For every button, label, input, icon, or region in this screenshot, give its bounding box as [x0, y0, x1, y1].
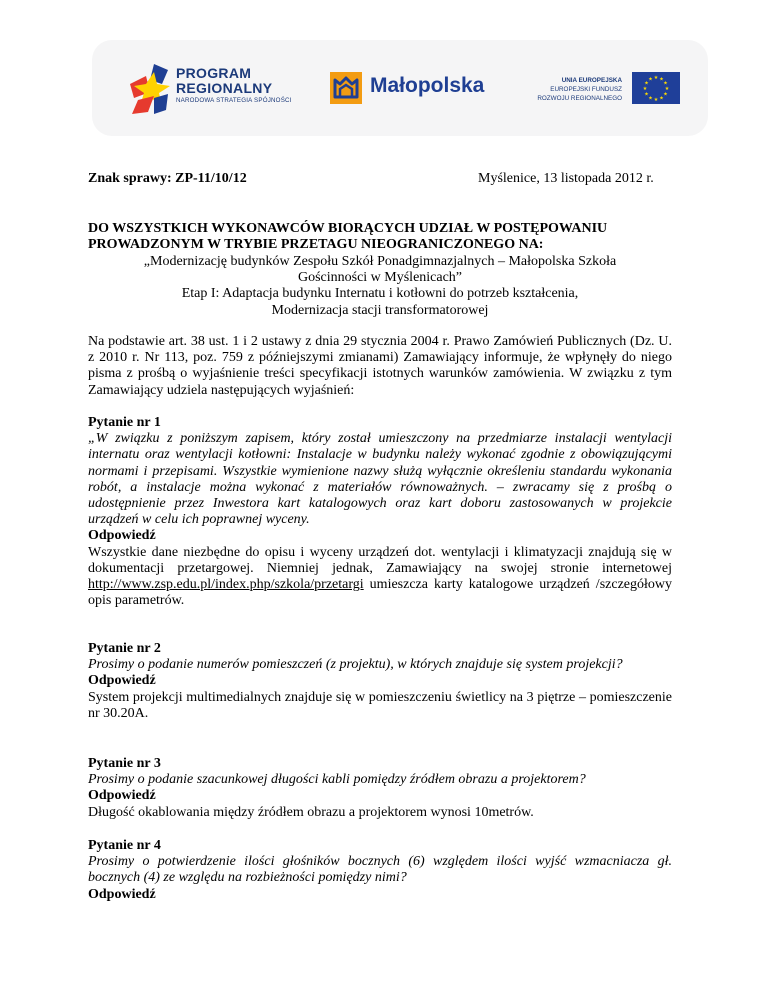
- subject-line2: Gościnności w Myślenicach”: [297, 270, 463, 286]
- program-logo-line3: NARODOWA STRATEGIA SPÓJNOŚCI: [176, 97, 292, 104]
- answer-text-part2: umieszcza karty katalogowe urządzeń /szczegółowy opis parametrów.: [88, 577, 672, 609]
- place-date: Myślenice, 13 listopada 2012 r.: [478, 171, 654, 186]
- answer-text: System projekcji multimedialnych znajduje się w pomieszczeniu świetlicy na 3 piętrze – pomieszczenie nr 30.20A.: [88, 689, 672, 721]
- addressee-line2: PROWADZONYM W TRYBIE PRZETAGU NIEOGRANICZONEGO NA:: [88, 237, 544, 252]
- question-2: [88, 641, 672, 722]
- answer-text: Długość okablowania między źródłem obrazu a projektorem wynosi 10metrów.: [88, 804, 534, 820]
- eu-logo-line3: ROZWOJU REGIONALNEGO: [537, 95, 622, 102]
- answer-text: [88, 545, 672, 610]
- question-text: Prosimy o podanie szacunkowej długości kabli pomiędzy źródłem obrazu a projektorem?: [88, 772, 586, 788]
- eu-logo-line2: EUROPEJSKI FUNDUSZ: [550, 86, 622, 93]
- svg-text:★: ★: [653, 97, 659, 103]
- svg-text:★: ★: [659, 95, 664, 102]
- answer-label: Odpowiedź: [88, 788, 156, 804]
- addressee-line1: DO WSZYSTKICH WYKONAWCÓW BIORĄCYCH UDZIAŁ W POSTĘPOWANIU: [88, 221, 608, 236]
- case-number: Znak sprawy: ZP-11/10/12: [88, 171, 247, 186]
- program-regionalny-logo: [124, 62, 292, 118]
- question-heading: Pytanie nr 3: [88, 756, 161, 771]
- przetargi-link[interactable]: http://www.zsp.edu.pl/index.php/szkola/przetargi: [88, 577, 364, 593]
- program-logo-line1: PROGRAM: [176, 65, 252, 81]
- svg-text:★: ★: [648, 76, 653, 83]
- question-text: Prosimy o potwierdzenie ilości głośników bocznych (6) względem ilości wyjść wzmacniacza gł. bocznych (4) ze względu na rozbieżności pomiędzy nimi?: [88, 854, 672, 886]
- answer-label: Odpowiedź: [88, 528, 156, 544]
- question-heading: Pytanie nr 2: [88, 641, 161, 656]
- svg-text:★: ★: [663, 80, 668, 87]
- answer-label: Odpowiedź: [88, 886, 156, 902]
- svg-text:★: ★: [653, 75, 659, 81]
- malopolska-logo-text: Małopolska: [370, 74, 485, 97]
- answer-label: Odpowiedź: [88, 673, 156, 689]
- subject-line4: Modernizacja stacji transformatorowej: [271, 302, 489, 318]
- svg-text:★: ★: [644, 80, 649, 87]
- question-text: Prosimy o podanie numerów pomieszczeń (z projektu), w których znajduje się system projekcji?: [88, 657, 623, 673]
- eu-logo: [510, 72, 680, 108]
- program-regionalny-star-icon: [124, 62, 172, 118]
- program-logo-line2: REGIONALNY: [176, 80, 273, 96]
- intro-paragraph: Na podstawie art. 38 ust. 1 i 2 ustawy z dnia 29 stycznia 2004 r. Prawo Zamówień Publicznych (Dz. U. z 2010 r. Nr 113, poz. 759 z późniejszymi zmianami) Zamawiający informuje, że wpłynęły do niego pisma z prośbą o wyjaśnienie treści specyfikacji istotnych warunków zamówienia. W związku z tym Zamawiający udziela następujących wyjaśnień:: [88, 334, 672, 398]
- question-4: [88, 838, 672, 903]
- malopolska-emblem-icon: [330, 72, 362, 104]
- svg-text:★: ★: [663, 91, 668, 98]
- question-heading: Pytanie nr 4: [88, 838, 161, 853]
- eu-logo-line1: UNIA EUROPEJSKA: [561, 77, 622, 84]
- malopolska-logo: [330, 72, 510, 108]
- question-heading: Pytanie nr 1: [88, 415, 161, 430]
- question-1: [88, 415, 672, 609]
- svg-text:★: ★: [664, 86, 670, 92]
- subject-line3: Etap I: Adaptacja budynku Internatu i kotłowni do potrzeb kształcenia,: [181, 286, 579, 302]
- svg-text:★: ★: [644, 91, 649, 98]
- answer-text-part1: Wszystkie dane niezbędne do opisu i wyceny urządzeń dot. wentylacji i klimatyzacji znajdują się w dokumentacji przetargowej. Niemniej jednak, Zamawiający na swojej stronie internetowej: [88, 544, 672, 576]
- question-text: „W związku z poniższym zapisem, który został umieszczony na przedmiarze instalacji wentylacji internatu oraz wentylacji kotłowni: Instalacje w budynku należy wykonać zgodnie z obowiązującymi normami i przepisami. Wszystkie wymienione nazwy służą wyłącznie określeniu standardu wykonania robót, a instalacje można wykonać z materiałów równoważnych. – zwracamy się z prośbą o udostępnienie przez Inwestora kart katalogowych oraz kart doboru zastosowanych w projekcie urządzeń w celu ich poprawnej wyceny.: [88, 431, 672, 528]
- question-3: [88, 756, 672, 821]
- svg-text:★: ★: [642, 86, 648, 92]
- subject: [88, 254, 672, 319]
- svg-text:★: ★: [659, 76, 664, 83]
- subject-line1: „Modernizację budynków Zespołu Szkół Ponadgimnazjalnych – Małopolska Szkoła: [143, 254, 617, 269]
- svg-text:★: ★: [648, 95, 653, 102]
- eu-flag-icon: [632, 72, 680, 104]
